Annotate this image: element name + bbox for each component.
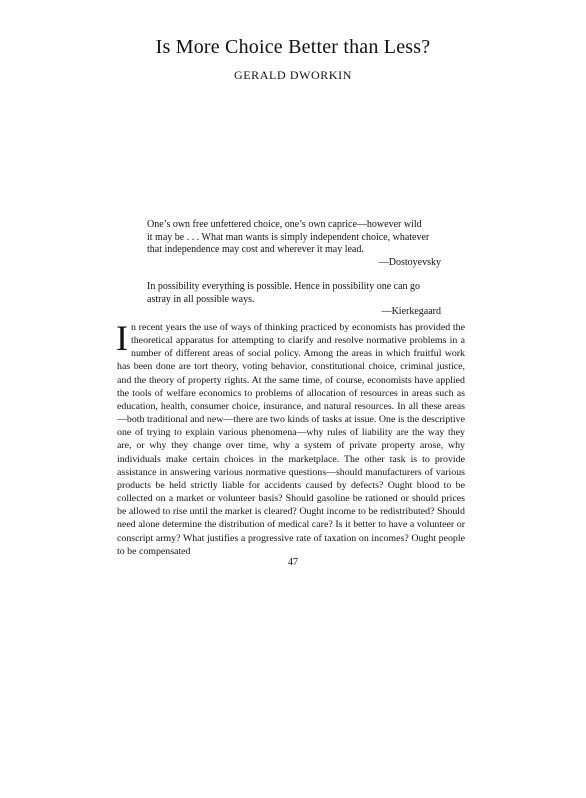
- body-text: n recent years the use of ways of thinking practiced by economists has provided the theoretical apparatus for attempting to clarify and resolve normative problems in a number of different areas of social policy. Among the areas in which fruitful work has been done are tort theory, voting behavior, constitutional choice, criminal justice, and the theory of property rights. At the same time, of course, economists have applied the tools of welfare economics to problems of allocation of resources in areas such as education, health, consumer choice, insurance, and natural resources. In all these areas—both traditional and new—there are two kinds of tasks at issue. One is the descriptive one of trying to explain various phenomena—why rules of liability are the way they are, or why they change over time, why a system of private property arose, why individuals make certain choices in the marketplace. The other task is to provide assistance in answering various normative questions—should manufacturers of various products be held strictly liable for accidents caused by defects? Ought blood to be collected on a market or volunteer basis? Should gasoline be rationed or should prices be allowed to rise until the market is cleared? Ought income to be redistributed? Should need alone determine the distribution of medical care? Is it better to have a volunteer or conscript army? What justifies a progressive rate of taxation on incomes? Ought people to be compensated: [117, 322, 465, 557]
- page-number: 47: [288, 557, 298, 568]
- epigraph-kierkegaard: [147, 281, 467, 319]
- epigraph-line: it may be . . . What man wants is simply independent choice, whatever: [147, 231, 430, 243]
- epigraph-line: In possibility everything is possible. Hence in possibility one can go: [147, 281, 421, 292]
- epigraph-line: that independence may cost and wherever it may lead.: [147, 244, 364, 256]
- body-paragraph: [116, 318, 465, 558]
- epigraph-line: One’s own free unfettered choice, one’s own caprice—however wild: [147, 219, 422, 230]
- author-name: GERALD DWORKIN: [233, 68, 353, 82]
- epigraph-line: astray in all possible ways.: [147, 293, 255, 305]
- article-title: Is More Choice Better than Less?: [155, 36, 431, 58]
- epigraph-dostoyevsky: [147, 219, 467, 269]
- epigraph-attribution: —Dostoyevsky: [378, 256, 441, 268]
- epigraph-attribution: —Kierkegaard: [381, 306, 441, 318]
- drop-cap: I: [116, 318, 128, 358]
